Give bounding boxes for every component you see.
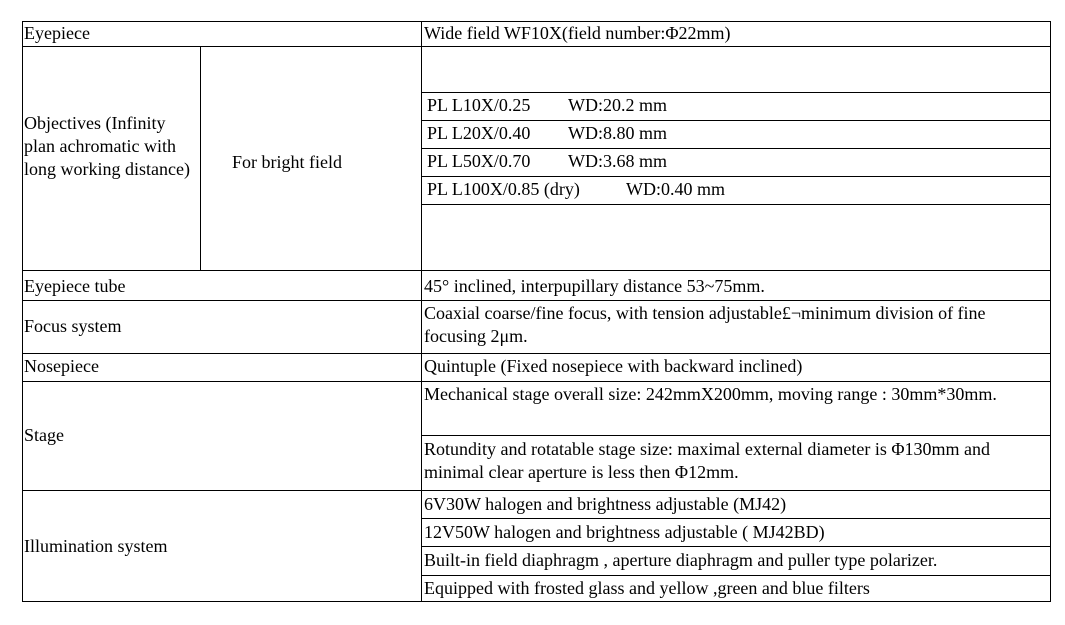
illumination-value: Built-in field diaphragm , aperture diaphragm and puller type polarizer.: [424, 550, 938, 570]
objectives-subdivider: [200, 46, 201, 270]
illumination-label: Illumination system: [24, 536, 168, 556]
stage-sep: [421, 435, 1051, 436]
illumination-value: 6V30W halogen and brightness adjustable (MJ42): [424, 494, 787, 514]
row-sep: [22, 46, 1051, 47]
objective-wd: WD:20.2 mm: [568, 95, 667, 115]
row-sep: [22, 270, 1051, 271]
objective-wd: WD:3.68 mm: [568, 151, 667, 171]
illumination-sep: [421, 518, 1051, 519]
objectives-label: Objectives (Infinity plan achromatic with long working distance): [24, 113, 190, 179]
nosepiece-value: Quintuple (Fixed nosepiece with backward inclined): [424, 356, 803, 376]
border-bottom: [22, 601, 1051, 602]
objectives-sublabel: For bright field: [232, 152, 342, 172]
border-right: [1050, 21, 1051, 602]
row-sep: [22, 490, 1051, 491]
objective-wd: WD:0.40 mm: [626, 179, 725, 199]
objective-sep: [421, 92, 1051, 93]
stage-value: Mechanical stage overall size: 242mmX200mm, moving range : 30mm*30mm.: [424, 384, 997, 404]
objective-name: PL L20X/0.40: [427, 123, 531, 143]
objective-name: PL L50X/0.70: [427, 151, 531, 171]
objective-sep: [421, 176, 1051, 177]
objective-sep: [421, 120, 1051, 121]
eyepiece-label: Eyepiece: [24, 23, 90, 43]
objective-sep: [421, 148, 1051, 149]
focus-system-value: Coaxial coarse/fine focus, with tension adjustable£¬minimum division of fine focusing 2μm.: [424, 303, 986, 346]
stage-value: Rotundity and rotatable stage size: maximal external diameter is Φ130mm and minimal clear aperture is less then Φ12mm.: [424, 439, 990, 482]
row-sep: [22, 381, 1051, 382]
objective-mark: [910, 204, 928, 205]
focus-system-label: Focus system: [24, 316, 122, 336]
illumination-sep: [421, 546, 1051, 547]
column-divider: [421, 21, 422, 602]
illumination-sep: [421, 575, 1051, 576]
row-sep: [22, 300, 1051, 301]
eyepiece-value: Wide field WF10X(field number:Φ22mm): [424, 23, 731, 43]
stage-label: Stage: [24, 425, 64, 445]
row-sep: [22, 353, 1051, 354]
objective-name: PL L100X/0.85 (dry): [427, 179, 580, 199]
objective-wd: WD:8.80 mm: [568, 123, 667, 143]
illumination-value: Equipped with frosted glass and yellow ,green and blue filters: [424, 578, 870, 598]
objective-sep: [421, 204, 1051, 205]
objective-name: PL L10X/0.25: [427, 95, 531, 115]
nosepiece-label: Nosepiece: [24, 356, 99, 376]
eyepiece-tube-label: Eyepiece tube: [24, 276, 126, 296]
eyepiece-tube-value: 45° inclined, interpupillary distance 53~75mm.: [424, 276, 765, 296]
border-left: [22, 21, 23, 602]
illumination-value: 12V50W halogen and brightness adjustable ( MJ42BD): [424, 522, 825, 542]
